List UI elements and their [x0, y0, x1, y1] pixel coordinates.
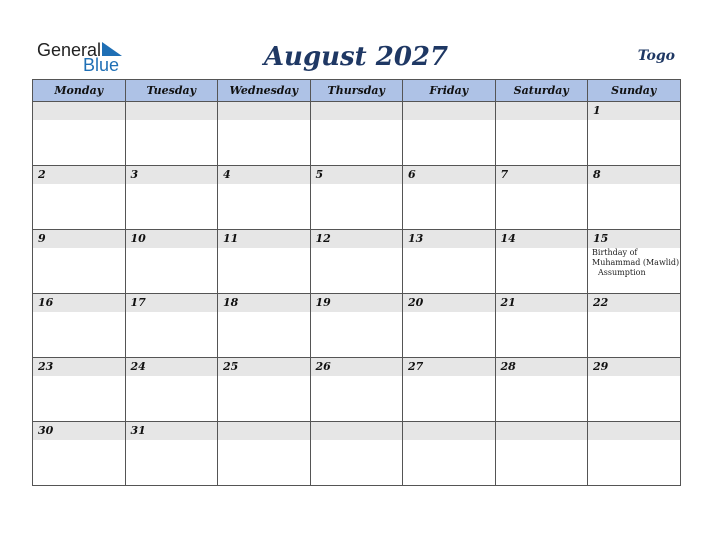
- day-cell: [218, 422, 311, 486]
- day-number: 19: [311, 294, 403, 312]
- day-number: 9: [33, 230, 125, 248]
- day-number: 15: [588, 230, 680, 248]
- day-number: 23: [33, 358, 125, 376]
- day-number: 16: [33, 294, 125, 312]
- weekday-monday: Monday: [33, 80, 126, 102]
- day-cell: [125, 102, 218, 166]
- day-cell: [495, 230, 588, 294]
- day-cell: [218, 102, 311, 166]
- day-cell: [33, 422, 126, 486]
- week-row-6: [33, 422, 681, 486]
- day-cell: [495, 102, 588, 166]
- day-number: 12: [311, 230, 403, 248]
- day-cell: [310, 230, 403, 294]
- day-number: 7: [496, 166, 588, 184]
- day-number: 28: [496, 358, 588, 376]
- day-cell: [588, 166, 681, 230]
- day-cell: [588, 422, 681, 486]
- day-cell: [33, 166, 126, 230]
- day-cell: [495, 422, 588, 486]
- weekday-tuesday: Tuesday: [125, 80, 218, 102]
- day-number: 24: [126, 358, 218, 376]
- day-number: 1: [588, 102, 680, 120]
- week-row-4: [33, 294, 681, 358]
- day-cell: [495, 358, 588, 422]
- day-cell: [403, 166, 496, 230]
- holiday-event: Birthday of Muhammad (Mawlid): [592, 248, 680, 267]
- weekday-friday: Friday: [403, 80, 496, 102]
- day-number: [496, 422, 588, 440]
- day-cell: [310, 166, 403, 230]
- day-number: [496, 102, 588, 120]
- day-number: 26: [311, 358, 403, 376]
- day-number: 18: [218, 294, 310, 312]
- holiday-event: Assumption: [598, 268, 646, 277]
- day-number: 25: [218, 358, 310, 376]
- day-number: 5: [311, 166, 403, 184]
- country-label: Togo: [637, 48, 675, 64]
- day-number: [588, 422, 680, 440]
- day-cell: [495, 294, 588, 358]
- day-number: [218, 422, 310, 440]
- weekday-header-row: [33, 80, 681, 102]
- day-number: 14: [496, 230, 588, 248]
- day-cell: [33, 102, 126, 166]
- day-cell: [33, 358, 126, 422]
- day-number: [311, 102, 403, 120]
- day-cell: [310, 294, 403, 358]
- day-cell: [495, 166, 588, 230]
- day-number: [33, 102, 125, 120]
- day-cell: [125, 358, 218, 422]
- calendar-title: August 2027: [263, 42, 449, 72]
- day-number: 6: [403, 166, 495, 184]
- day-cell: [125, 166, 218, 230]
- day-number: 3: [126, 166, 218, 184]
- day-cell: [218, 166, 311, 230]
- day-cell: [33, 230, 126, 294]
- day-cell: [310, 358, 403, 422]
- day-number: [126, 102, 218, 120]
- day-cell: [403, 422, 496, 486]
- week-row-3: [33, 230, 681, 294]
- day-cell: [310, 422, 403, 486]
- day-number: 4: [218, 166, 310, 184]
- day-cell: [33, 294, 126, 358]
- day-number: 2: [33, 166, 125, 184]
- day-number: 21: [496, 294, 588, 312]
- day-cell: [125, 422, 218, 486]
- month-calendar: [32, 79, 681, 486]
- day-number: 20: [403, 294, 495, 312]
- day-number: [403, 102, 495, 120]
- day-number: 17: [126, 294, 218, 312]
- weekday-thursday: Thursday: [310, 80, 403, 102]
- day-number: 11: [218, 230, 310, 248]
- day-number: [218, 102, 310, 120]
- day-number: 13: [403, 230, 495, 248]
- week-row-1: [33, 102, 681, 166]
- day-cell: [218, 230, 311, 294]
- day-cell: [403, 102, 496, 166]
- day-cell: [588, 230, 681, 294]
- day-cell: [403, 358, 496, 422]
- day-number: 30: [33, 422, 125, 440]
- day-number: 31: [126, 422, 218, 440]
- day-number: 22: [588, 294, 680, 312]
- weekday-sunday: Sunday: [588, 80, 681, 102]
- day-cell: [588, 102, 681, 166]
- logo-blue-text: Blue: [83, 55, 120, 75]
- day-cell: [403, 294, 496, 358]
- day-number: [311, 422, 403, 440]
- day-number: 27: [403, 358, 495, 376]
- day-number: 29: [588, 358, 680, 376]
- day-cell: [588, 358, 681, 422]
- logo-general-text: General: [37, 40, 102, 60]
- week-row-2: [33, 166, 681, 230]
- day-cell: [403, 230, 496, 294]
- day-cell: [125, 294, 218, 358]
- day-cell: [310, 102, 403, 166]
- weekday-saturday: Saturday: [495, 80, 588, 102]
- day-number: 10: [126, 230, 218, 248]
- day-cell: [218, 294, 311, 358]
- week-row-5: [33, 358, 681, 422]
- day-number: 8: [588, 166, 680, 184]
- day-number: [403, 422, 495, 440]
- day-cell: [218, 358, 311, 422]
- day-cell: [588, 294, 681, 358]
- weekday-wednesday: Wednesday: [218, 80, 311, 102]
- day-cell: [125, 230, 218, 294]
